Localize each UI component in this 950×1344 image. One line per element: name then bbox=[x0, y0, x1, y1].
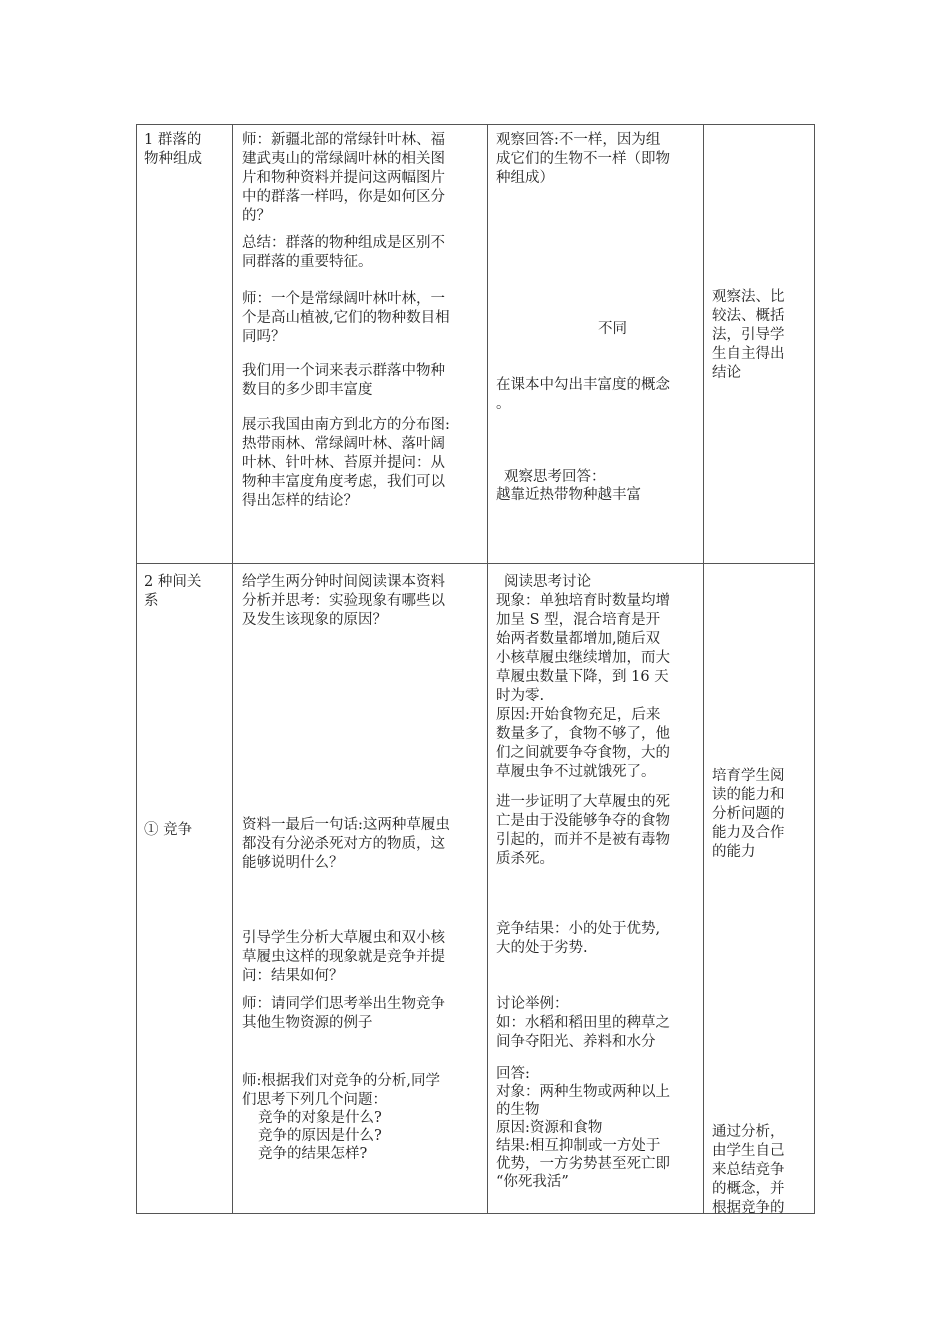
lesson-plan-table: 1 群落的 物种组成 师：新疆北部的常绿针叶林、福 建武夷山的常绿阔叶林的相关图 片和物种资料并提问这两幅图片 中的群落一样吗，你是如何区分 的？ 总结：群落的物种组成是区别不 同群落的重要特征。 师：一个是常绿阔叶林叶林，一 个是高山植被,它们的物种数目相 同吗？ 我们用一个词来表示群落中物种 数目的多少即丰富度 展示我国由南方到北方的分布图: 热带雨林、常绿阔叶林、落叶阔 叶林、针叶林、苔原并提问：从 物种丰富度角度考虑，我们可以 得出怎样的结论？ 观察回答:不一样，因为组 成它们的生物不一样（即物 种组成） 不同 在课本中勾出丰富度的概念 。 观察思考回答： 越靠近热带物种越丰富 观察法、比 较法、概括 法，引导学 生自主得出 结论 2 种间关 系 ① 竞争 给学生两分钟时间阅读课本资料 分析并思考：实验现象有哪些以 及发生该现象的原因？ 资料一最后一句话:这两种草履虫 都没有分泌杀死对方的物质，这 能够说明什么？ 引导学生分析大草履虫和双小核 草履虫这样的现象就是竞争并提 问：结果如何？ 师：请同学们思考举出生物竞争 其他生物资源的例子 师:根据我们对竞争的分析,同学 们思考下列几个问题： 竞争的对象是什么? 竞争的原因是什么? 竞争的结果怎样? 阅读思考讨论 现象：单独培育时数量均增 加呈 S 型，混合培育是开 始两者数量都增加,随后双 小核草履虫继续增加，而大 草履虫数量下降，到 16 天 时为零. 原因:开始食物充足，后来 数量多了，食物不够了，他 们之间就要争夺食物，大的 草履虫争不过就饿死了。 进一步证明了大草履虫的死 亡是由于没能够争夺的食物 引起的，而并不是被有毒物 质杀死。 竞争结果：小的处于优势, 大的处于劣势. 讨论举例： 如：水稻和稻田里的稗草之 间争夺阳光、养料和水分 回答: 对象：两种生物或两种以上 的生物 原因:资源和食物 结果:相互抑制或一方处于 优势，一方劣势甚至死亡即 “你死我活” 培育学生阅 读的能力和 分析问题的 能力及合作 的能力 通过分析， 由学生自己 来总结竞争 的概念，并 根据竞争的 bbox=[136, 124, 815, 1214]
table-border-top bbox=[136, 124, 815, 125]
table-border-left bbox=[136, 124, 137, 1214]
table-divider-2 bbox=[487, 124, 488, 1214]
table-border-right bbox=[814, 124, 815, 1214]
row-divider bbox=[136, 563, 815, 564]
table-divider-3 bbox=[703, 124, 704, 1214]
subtopic-competition: ① 竞争 bbox=[144, 822, 193, 838]
table-divider-1 bbox=[232, 124, 233, 1214]
